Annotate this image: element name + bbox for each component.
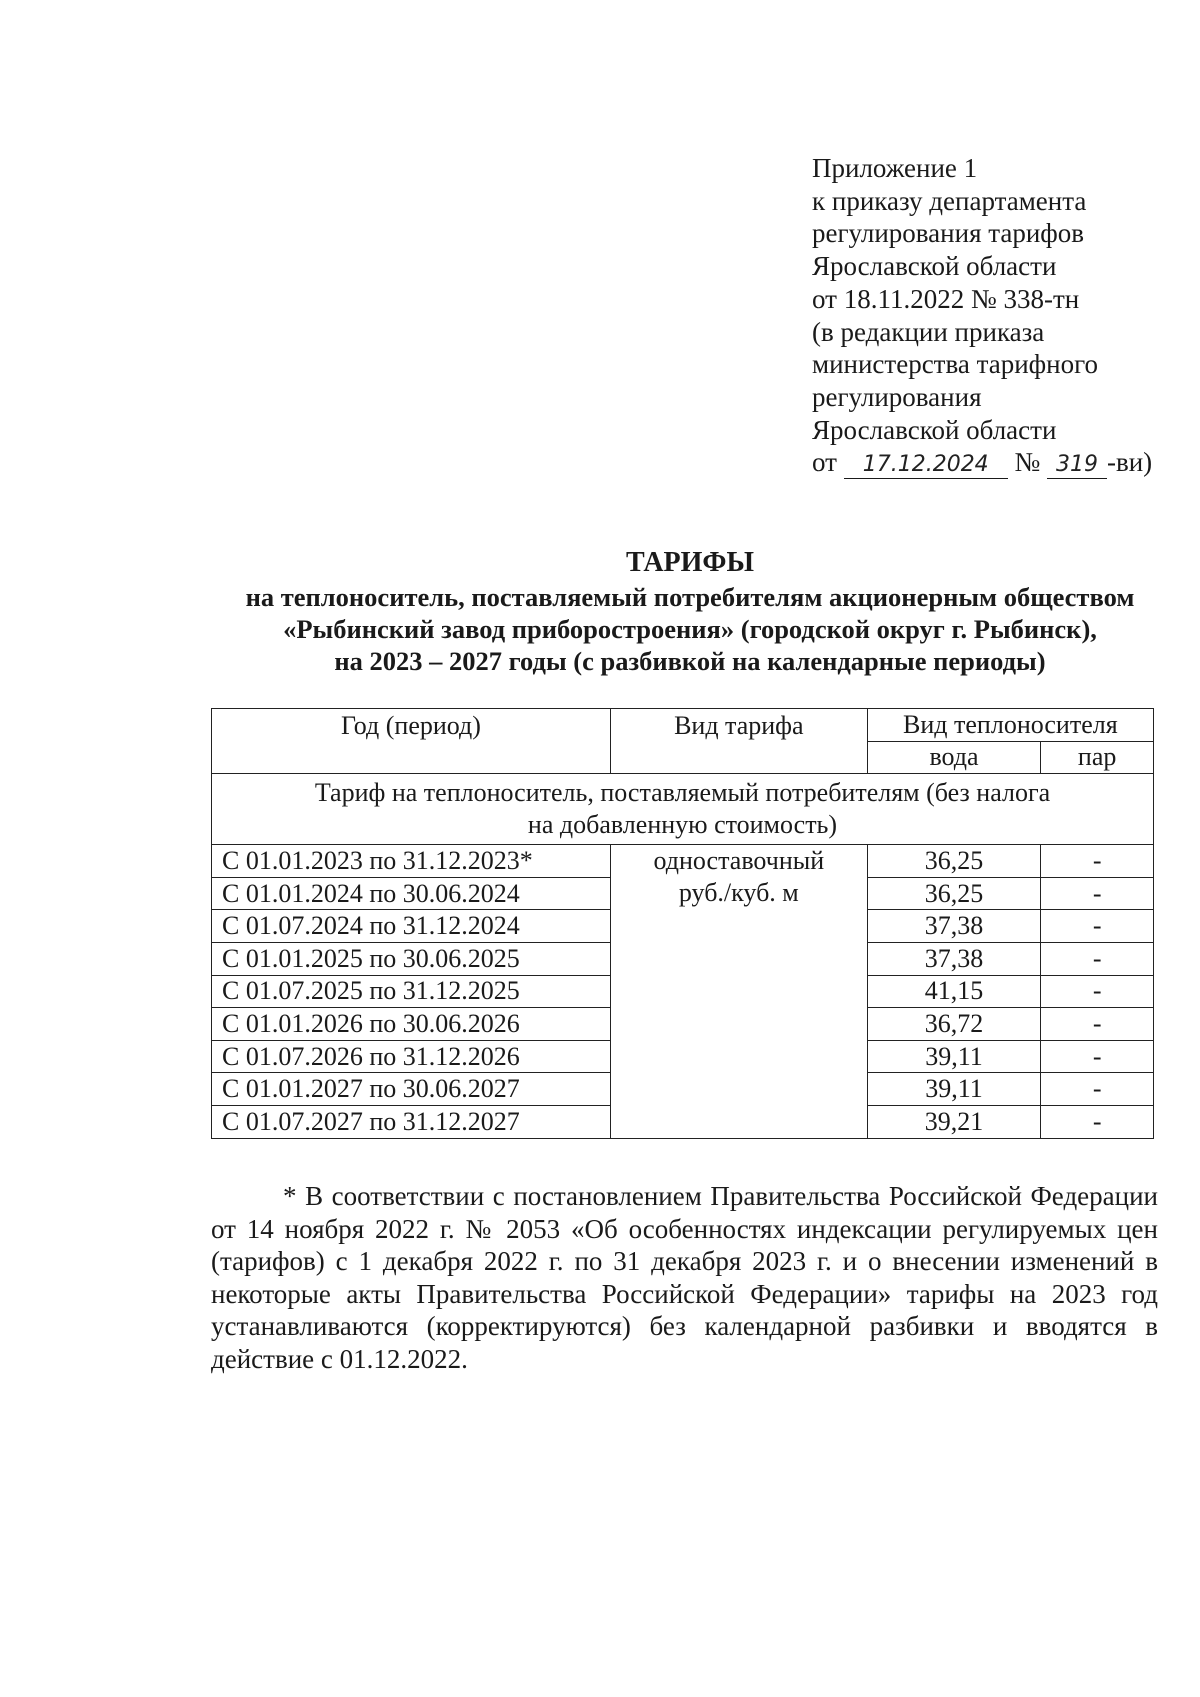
header-water: вода xyxy=(867,741,1041,774)
footnote: * В соответствии с постановлением Правительства Российской Федерации от 14 ноября 2022 г. № 2053 «Об особенностях индексации регулируемых цен (тарифов) с 1 декабря 2022 г. по 31 декабря 2023 г. и о внесении изменений в некоторые акты Правительства Российской Федерации» тарифы на 2023 год устанавливаются (корректируются) без календарной разбивки и вводятся в действие с 01.12.2022. xyxy=(211,1181,1158,1374)
annex-amendment-line xyxy=(812,446,1192,479)
tariff-kind-label: одноставочный xyxy=(653,846,825,876)
document-title-block xyxy=(190,546,1190,677)
row-steam-value: - xyxy=(1041,1105,1154,1138)
annex-date-prefix: от xyxy=(812,447,837,478)
header-steam: пар xyxy=(1041,741,1154,774)
tariff-unit-label: руб./куб. м xyxy=(678,878,799,908)
row-steam-value: - xyxy=(1041,1008,1154,1041)
table-header-row xyxy=(212,709,1154,742)
row-steam-value: - xyxy=(1041,1040,1154,1073)
row-period: С 01.01.2027 по 30.06.2027 xyxy=(212,1073,611,1106)
row-steam-value: - xyxy=(1041,845,1154,878)
annex-line: регулирования xyxy=(812,381,982,412)
document-subtitle-line: на теплоноситель, поставляемый потребителям акционерным обществом xyxy=(245,582,1135,612)
band-line: Тариф на теплоноситель, поставляемый потребителям (без налога xyxy=(314,778,1051,808)
row-water-value: 36,72 xyxy=(867,1008,1041,1041)
row-steam-value: - xyxy=(1041,975,1154,1008)
annex-line: министерства тарифного xyxy=(812,349,1099,380)
row-period: С 01.07.2027 по 31.12.2027 xyxy=(212,1105,611,1138)
row-period: С 01.01.2026 по 30.06.2026 xyxy=(212,1008,611,1041)
document-title: ТАРИФЫ xyxy=(626,547,754,578)
row-steam-value: - xyxy=(1041,910,1154,943)
annex-line: Приложение 1 xyxy=(812,153,978,183)
table-band-row xyxy=(212,774,1154,845)
annex-line: регулирования тарифов xyxy=(812,218,1085,249)
annex-line: Ярославской области xyxy=(812,414,1057,445)
number-sign: № xyxy=(1014,447,1041,478)
row-period: С 01.01.2023 по 31.12.2023* xyxy=(212,845,611,878)
row-water-value: 39,21 xyxy=(867,1105,1041,1138)
row-steam-value: - xyxy=(1041,942,1154,975)
header-heat-carrier: Вид теплоносителя xyxy=(867,709,1153,742)
tariff-table xyxy=(211,708,1154,1139)
row-period: С 01.01.2024 по 30.06.2024 xyxy=(212,877,611,910)
annex-line: от 18.11.2022 № 338-тн xyxy=(812,283,1080,314)
row-steam-value: - xyxy=(1041,877,1154,910)
tariff-kind-cell xyxy=(610,845,867,1138)
annex-line: к приказу департамента xyxy=(812,185,1087,216)
row-water-value: 37,38 xyxy=(867,910,1041,943)
row-water-value: 39,11 xyxy=(867,1040,1041,1073)
band-line: на добавленную стоимость) xyxy=(527,810,838,840)
annex-line: (в редакции приказа xyxy=(812,316,1045,347)
row-period: С 01.07.2024 по 31.12.2024 xyxy=(212,910,611,943)
header-year-period: Год (период) xyxy=(212,709,611,774)
row-water-value: 36,25 xyxy=(867,877,1041,910)
table-row xyxy=(212,845,1154,878)
row-water-value: 37,38 xyxy=(867,942,1041,975)
row-steam-value: - xyxy=(1041,1073,1154,1106)
row-water-value: 39,11 xyxy=(867,1073,1041,1106)
document-subtitle-line: «Рыбинский завод приборостроения» (городской округ г. Рыбинск), xyxy=(283,614,1097,644)
handwritten-order-number: 319 xyxy=(1047,452,1107,479)
annex-line: Ярославской области xyxy=(812,251,1057,282)
row-period: С 01.07.2026 по 31.12.2026 xyxy=(212,1040,611,1073)
handwritten-date: 17.12.2024 xyxy=(844,452,1008,479)
row-water-value: 41,15 xyxy=(867,975,1041,1008)
document-subtitle-line: на 2023 – 2027 годы (с разбивкой на календарные периоды) xyxy=(334,646,1046,676)
tariff-band-label xyxy=(212,774,1154,845)
header-tariff-type: Вид тарифа xyxy=(610,709,867,774)
row-period: С 01.07.2025 по 31.12.2025 xyxy=(212,975,611,1008)
annex-number-suffix: -ви) xyxy=(1106,447,1153,478)
row-period: С 01.01.2025 по 30.06.2025 xyxy=(212,942,611,975)
annex-reference-block xyxy=(812,152,1192,479)
row-water-value: 36,25 xyxy=(867,845,1041,878)
